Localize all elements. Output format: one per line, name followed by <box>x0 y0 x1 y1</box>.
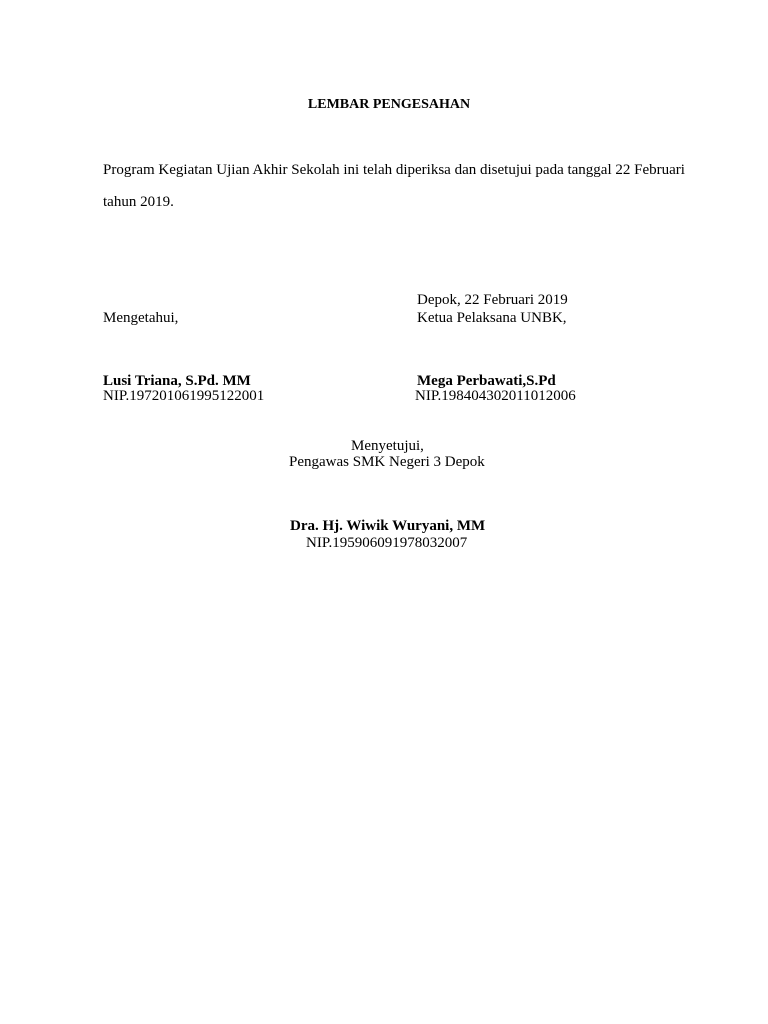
left-signatory-role: Mengetahui, <box>103 310 179 326</box>
right-signatory-role: Ketua Pelaksana UNBK, <box>417 310 567 326</box>
approval-name: Dra. Hj. Wiwik Wuryani, MM <box>290 518 486 534</box>
left-signatory-name: Lusi Triana, S.Pd. MM <box>103 373 251 389</box>
document-title: LEMBAR PENGESAHAN <box>307 97 471 112</box>
left-signatory-nip: NIP.197201061995122001 <box>103 388 265 404</box>
right-signatory-name: Mega Perbawati,S.Pd <box>417 373 556 389</box>
place-date: Depok, 22 Februari 2019 <box>417 292 568 308</box>
paragraph-line-2: tahun 2019. <box>103 194 174 210</box>
right-signatory-nip: NIP.198404302011012006 <box>415 388 576 404</box>
paragraph-line-1: Program Kegiatan Ujian Akhir Sekolah ini telah diperiksa dan disetujui pada tanggal 22 Februari <box>103 162 685 178</box>
approval-role: Pengawas SMK Negeri 3 Depok <box>289 454 485 470</box>
approval-nip: NIP.195906091978032007 <box>306 535 468 551</box>
approval-label: Menyetujui, <box>351 438 424 454</box>
